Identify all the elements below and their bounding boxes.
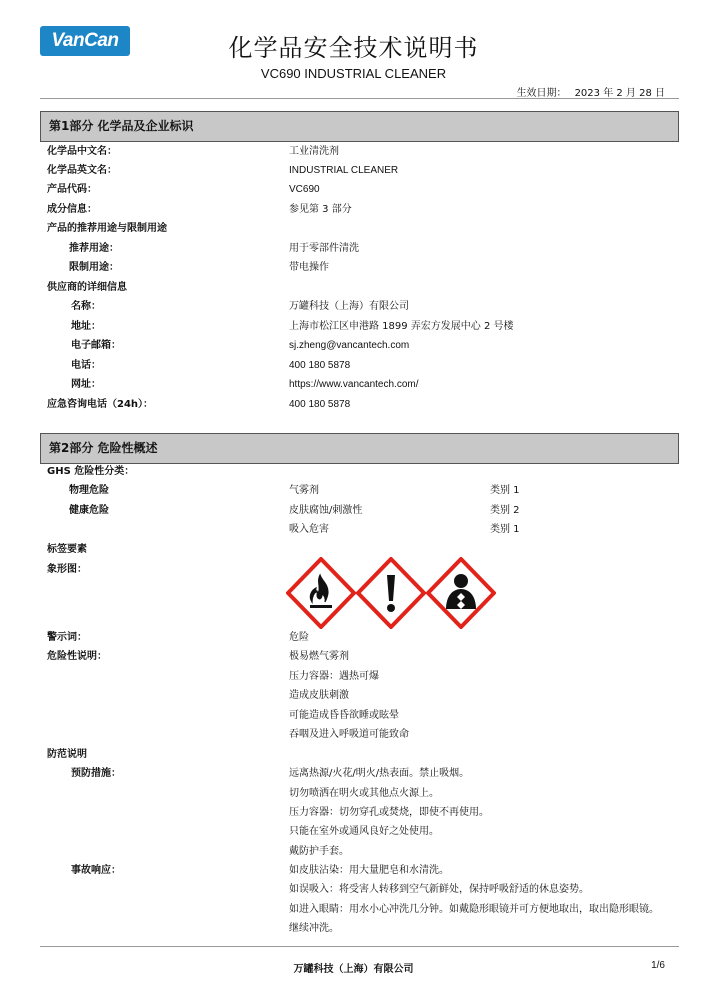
footer-company: 万罐科技（上海）有限公司 [293, 964, 414, 975]
row-address [47, 318, 677, 336]
website-link[interactable]: https://www.vancantech.com/ [289, 379, 419, 390]
row-hazard-statement-2 [47, 668, 677, 686]
row-prevention-3 [47, 804, 677, 822]
document-title: 化学品安全技术说明书 [228, 34, 479, 62]
row-recommended-use [47, 240, 677, 258]
label: 化学品英文名： [47, 165, 117, 176]
row-ghs-classification [47, 463, 677, 481]
label: 警示词： [47, 632, 87, 643]
row-composition [47, 201, 677, 219]
row-website [47, 376, 677, 394]
value: 吸入危害 [289, 524, 329, 535]
label: 推荐用途： [69, 243, 119, 254]
value: 压力容器：切勿穿孔或焚烧，即使不再使用。 [289, 807, 489, 818]
row-hazard-statement-1 [47, 648, 677, 666]
row-precaution-heading [47, 746, 677, 764]
row-hazard-statement-5 [47, 726, 677, 744]
row-restricted-use [47, 259, 677, 277]
row-signal-word [47, 629, 677, 647]
value: INDUSTRIAL CLEANER [289, 165, 399, 176]
label: 成分信息： [47, 204, 97, 215]
header-divider [40, 98, 679, 99]
label: 电子邮箱： [71, 340, 121, 351]
value: 戴防护手套。 [289, 846, 349, 857]
value: 切勿喷洒在明火或其他点火源上。 [289, 788, 439, 799]
row-phone [47, 357, 677, 375]
label: 产品的推荐用途与限制用途 [47, 223, 167, 234]
label: 健康危险 [69, 505, 109, 516]
row-response-2 [47, 881, 677, 899]
row-prevention-5 [47, 843, 677, 861]
label: 限制用途： [69, 262, 119, 273]
row-product-code [47, 181, 677, 199]
row-supplier-heading [47, 279, 677, 297]
row-aspiration-hazard [47, 521, 677, 539]
value: 如皮肤沾染：用大量肥皂和水清洗。 [289, 865, 449, 876]
value: 400 180 5878 [289, 399, 351, 410]
value: 参见第 3 部分 [289, 204, 352, 215]
logo-text: VanCan [51, 30, 119, 51]
product-subtitle: VC690 INDUSTRIAL CLEANER [260, 66, 447, 81]
page-number: 1/6 [651, 960, 665, 971]
value: 如进入眼睛：用水小心冲洗几分钟。如戴隐形眼镜并可方便地取出，取出隐形眼镜。 [289, 904, 659, 915]
label: 化学品中文名： [47, 146, 117, 157]
row-email [47, 337, 677, 355]
value: 只能在室外或通风良好之处使用。 [289, 826, 439, 837]
effective-date-label: 生效日期： [516, 88, 567, 99]
value: 极易燃气雾剂 [289, 651, 349, 662]
category: 类别 1 [490, 485, 520, 496]
effective-date-value: 2023 年 2 月 28 日 [574, 88, 665, 99]
label: 标签要素 [47, 544, 87, 555]
label: 物理危险 [69, 485, 109, 496]
row-response-4 [47, 920, 677, 938]
value: 吞咽及进入呼吸道可能致命 [289, 729, 409, 740]
label: 名称： [71, 301, 101, 312]
ghs-pictograms [286, 557, 496, 629]
value: 危险 [289, 632, 309, 643]
label: 防范说明 [47, 749, 87, 760]
value: 继续冲洗。 [289, 923, 339, 934]
value: 上海市松江区申港路 1899 弄宏方发展中心 2 号楼 [289, 321, 514, 332]
label: 预防措施： [71, 768, 121, 779]
row-response-3 [47, 901, 677, 919]
value: 压力容器：遇热可爆 [289, 671, 379, 682]
row-emergency-phone [47, 396, 677, 414]
label: 电话： [71, 360, 101, 371]
row-supplier-name [47, 298, 677, 316]
category: 类别 2 [490, 505, 520, 516]
section-2-heading: 第2部分 危险性概述 [40, 433, 679, 464]
label: GHS 危险性分类： [47, 466, 135, 477]
value: 万罐科技（上海）有限公司 [289, 301, 409, 312]
section-1-heading: 第1部分 化学品及企业标识 [40, 111, 679, 142]
row-physical-hazard [47, 482, 677, 500]
exclamation-mark-icon [358, 559, 424, 627]
row-english-name [47, 162, 677, 180]
value: 如误吸入：将受害人转移到空气新鲜处，保持呼吸舒适的休息姿势。 [289, 884, 589, 895]
email-link[interactable]: sj.zheng@vancantech.com [289, 340, 410, 351]
value: 400 180 5878 [289, 360, 351, 371]
value: 带电操作 [289, 262, 329, 273]
row-chinese-name [47, 143, 677, 161]
effective-date [517, 84, 665, 99]
value: 用于零部件清洗 [289, 243, 359, 254]
value: 工业清洗剂 [289, 146, 339, 157]
label: 网址： [71, 379, 101, 390]
health-hazard-icon [428, 559, 494, 627]
row-prevention-2 [47, 785, 677, 803]
label: 象形图： [47, 564, 87, 575]
row-health-hazard [47, 502, 677, 520]
label: 供应商的详细信息 [47, 282, 127, 293]
value: 造成皮肤刺激 [289, 690, 349, 701]
label: 事故响应： [71, 865, 121, 876]
label: 危险性说明： [47, 651, 107, 662]
row-hazard-statement-3 [47, 687, 677, 705]
row-response-1 [47, 862, 677, 880]
row-hazard-statement-4 [47, 707, 677, 725]
footer-divider [40, 946, 679, 947]
row-prevention-1 [47, 765, 677, 783]
value: 气雾剂 [289, 485, 319, 496]
value: VC690 [289, 184, 320, 195]
value: 可能造成昏昏欲睡或眩晕 [289, 710, 399, 721]
row-usage-heading [47, 220, 677, 238]
category: 类别 1 [490, 524, 520, 535]
label: 产品代码： [47, 184, 97, 195]
flame-icon [288, 559, 354, 627]
row-prevention-4 [47, 823, 677, 841]
label: 应急咨询电话（24h）： [47, 399, 154, 410]
label: 地址： [71, 321, 101, 332]
value: 远离热源/火花/明火/热表面。禁止吸烟。 [289, 768, 470, 779]
value: 皮肤腐蚀/刺激性 [289, 505, 363, 516]
